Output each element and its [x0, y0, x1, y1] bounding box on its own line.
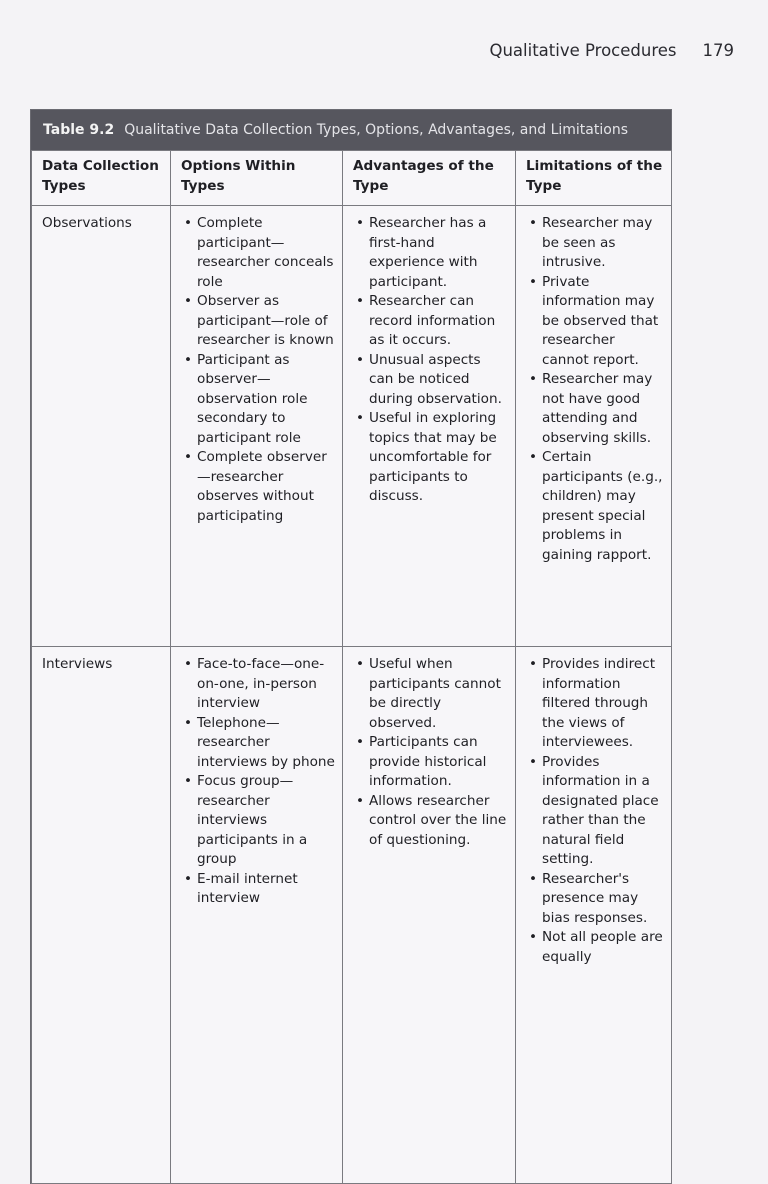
list-item: • Researcher's presence may bias responses.: [542, 870, 665, 929]
list-item: • Provides indirect information filtered through the views of interviewees.: [542, 655, 665, 753]
list-item: • Face-to-face—one-on-one, in-person interview: [197, 655, 336, 714]
running-head-title: Qualitative Procedures: [489, 41, 677, 60]
list-item: • Unusual aspects can be noticed during observation.: [369, 351, 509, 410]
table-caption: [31, 110, 671, 150]
header-advantages: Advantages of the Type: [343, 151, 516, 206]
table-caption-label: Table 9.2: [43, 122, 115, 138]
options-cell: [171, 647, 343, 1184]
table-caption-title: Qualitative Data Collection Types, Options, Advantages, and Limitations: [124, 122, 628, 138]
list-item: • Complete participant—researcher conceals role: [197, 214, 336, 292]
header-options-within-types: Options Within Types: [171, 151, 343, 206]
limitations-cell: [516, 647, 672, 1184]
limitations-list: [526, 214, 665, 565]
list-item: • Private information may be observed that researcher cannot report.: [542, 273, 665, 371]
row-type-interviews: Interviews: [32, 647, 171, 1184]
list-item: • E-mail internet interview: [197, 870, 336, 909]
list-item: • Useful when participants cannot be directly observed.: [369, 655, 509, 733]
list-item: • Researcher may be seen as intrusive.: [542, 214, 665, 273]
list-item: • Telephone—researcher interviews by phone: [197, 714, 336, 773]
limitations-cell: [516, 206, 672, 647]
list-item: • Provides information in a designated place rather than the natural field setting.: [542, 753, 665, 870]
limitations-list: [526, 655, 665, 967]
list-item: • Researcher has a first-hand experience with participant.: [369, 214, 509, 292]
advantages-cell: [343, 206, 516, 647]
row-type-observations: Observations: [32, 206, 171, 647]
list-item: • Researcher can record information as it occurs.: [369, 292, 509, 351]
table-row: [32, 647, 672, 1184]
options-cell: [171, 206, 343, 647]
options-list: [181, 655, 336, 909]
list-item: • Participant as observer—observation role secondary to participant role: [197, 351, 336, 449]
list-item: • Focus group—researcher interviews participants in a group: [197, 772, 336, 870]
header-data-collection-types: Data Collection Types: [32, 151, 171, 206]
list-item: • Not all people are equally: [542, 928, 665, 967]
header-limitations: Limitations of the Type: [516, 151, 672, 206]
list-item: • Researcher may not have good attending and observing skills.: [542, 370, 665, 448]
advantages-cell: [343, 647, 516, 1184]
data-collection-table: [31, 150, 672, 1184]
table-header-row: [32, 151, 672, 206]
advantages-list: [353, 655, 509, 850]
list-item: • Observer as participant—role of researcher is known: [197, 292, 336, 351]
list-item: • Complete observer—researcher observes without participating: [197, 448, 336, 526]
table-9-2: [30, 109, 672, 1184]
list-item: • Participants can provide historical information.: [369, 733, 509, 792]
advantages-list: [353, 214, 509, 507]
list-item: • Allows researcher control over the line of questioning.: [369, 792, 509, 851]
table-row: [32, 206, 672, 647]
running-head: [489, 41, 734, 60]
list-item: • Certain participants (e.g., children) may present special problems in gaining rapport.: [542, 448, 665, 565]
page-number: 179: [702, 41, 734, 60]
list-item: • Useful in exploring topics that may be uncomfortable for participants to discuss.: [369, 409, 509, 507]
options-list: [181, 214, 336, 526]
